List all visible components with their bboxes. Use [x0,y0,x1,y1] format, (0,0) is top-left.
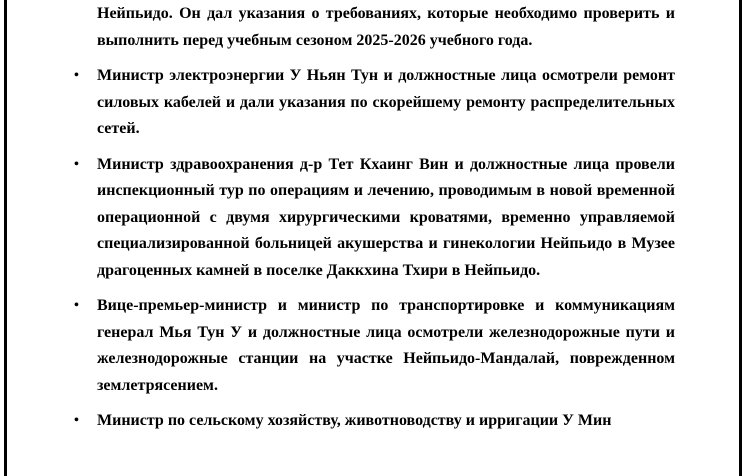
paragraph-continuation [97,1,675,54]
bullet-icon: • [74,413,79,428]
bullet-icon: • [74,68,79,83]
paragraph-text: Министр здравоохранения д-р Тет Кхаинг Вин и должностные лица провели инспекционный тур по операциям и лечению, проводимым в новой временной операционной с двумя хирургическими кроватями, временно управляемой специализированной больницей акушерства и гинекологии Нейпьидо в Музее драгоценных камней в поселке Даккхина Тхири в Нейпьидо. [97,155,675,279]
paragraph-text: Министр по сельскому хозяйству, животноводству и ирригации У Мин [97,412,612,429]
list-item-health-minister [74,152,675,285]
list-item-transport-minister [74,293,675,399]
list-item-electricity-minister [74,63,675,143]
document-body [74,0,675,435]
bullet-icon: • [74,298,79,313]
bullet-icon: • [74,156,79,172]
list-item-agriculture-minister [74,408,675,435]
paragraph-text: Министр электроэнергии У Ньян Тун и должностные лица осмотрели ремонт силовых кабелей и дали указания по скорейшему ремонту распределительных сетей. [97,67,675,137]
paragraph-text: Вице-премьер-министр и министр по транспортировке и коммуникациям генерал Мья Тун У и должностные лица осмотрели железнодорожные пути и железнодорожные станции на участке Нейпьидо-Мандалай, поврежденном землетрясением. [97,297,675,394]
paragraph-text: Нейпьидо. Он дал указания о требованиях, которые необходимо проверить и выполнить перед учебным сезоном 2025-2026 учебного года. [97,5,675,49]
